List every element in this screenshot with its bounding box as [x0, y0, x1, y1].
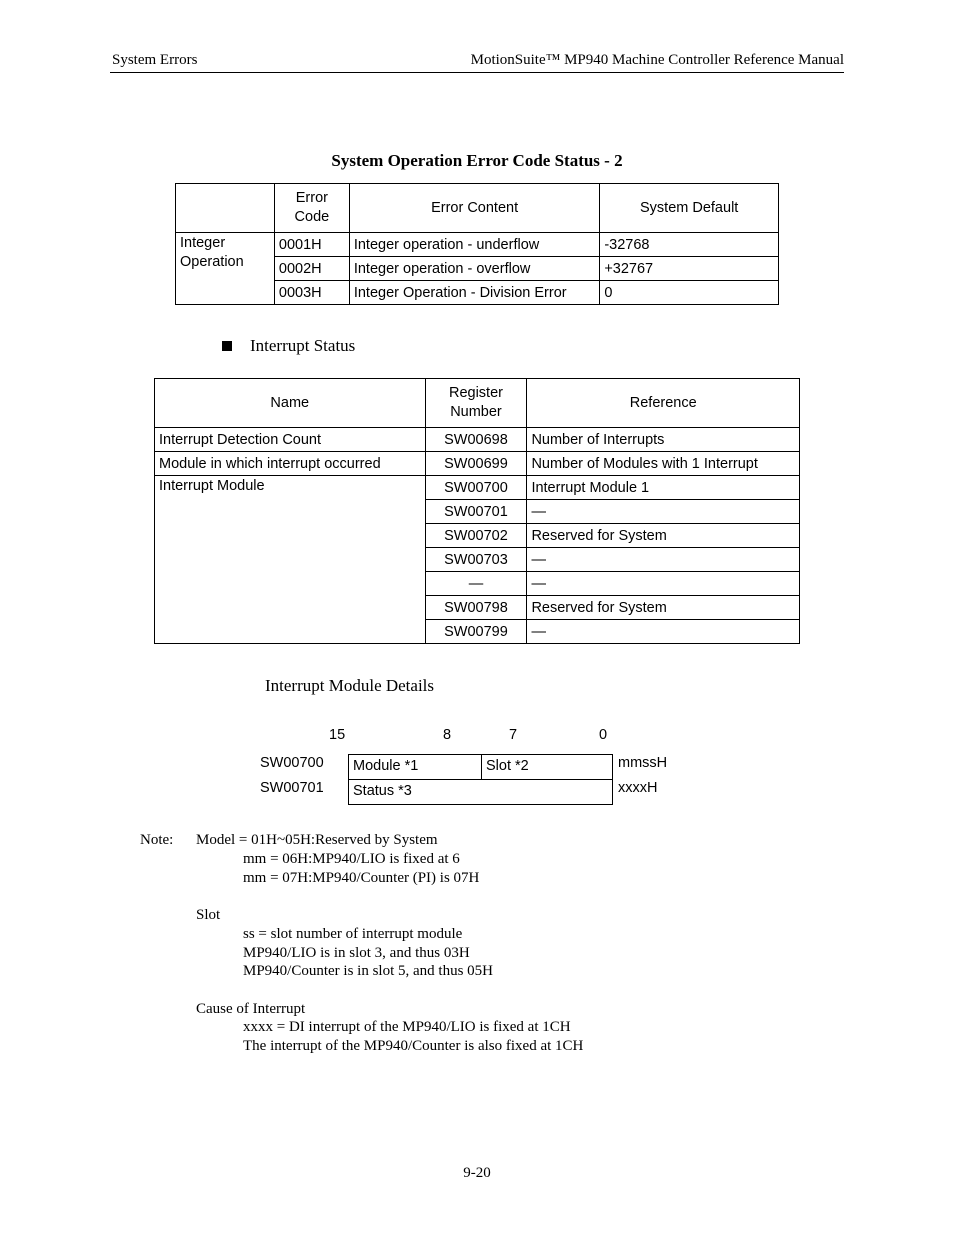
note-label: Note: — [140, 832, 174, 848]
error-content-cell: Integer operation - overflow — [349, 257, 599, 281]
reference-cell: Reserved for System — [527, 596, 800, 620]
header-cell-register-number: Register Number — [425, 379, 527, 428]
interrupt-status-label: Interrupt Status — [250, 336, 356, 355]
register-label-sw00701: SW00701 — [260, 780, 324, 796]
bullet-square-icon — [222, 341, 232, 351]
note-slot-line: MP940/LIO is in slot 3, and thus 03H — [243, 945, 470, 961]
note-cause-heading: Cause of Interrupt — [196, 1001, 306, 1017]
reference-cell: Interrupt Module 1 — [527, 476, 800, 500]
page-number: 9-20 — [463, 1165, 491, 1181]
register-cell: SW00702 — [425, 524, 527, 548]
system-default-cell: -32768 — [600, 233, 779, 257]
note-model-line: mm = 07H:MP940/Counter (PI) is 07H — [243, 870, 480, 886]
table-row — [155, 428, 800, 452]
header-rule — [110, 72, 844, 73]
table-header-row — [155, 379, 800, 428]
reference-cell: — — [527, 500, 800, 524]
register-cell: SW00698 — [425, 428, 527, 452]
header-cell-name: Name — [155, 379, 426, 428]
header-cell-reference: Reference — [527, 379, 800, 428]
bit-label-15: 15 — [329, 727, 346, 743]
bit-label-0: 0 — [599, 727, 608, 743]
table-header-row — [176, 184, 779, 233]
status-field-box: Status *3 — [348, 779, 613, 805]
header-cell-system-default: System Default — [600, 184, 779, 233]
reference-cell: Number of Interrupts — [527, 428, 800, 452]
register-format-xxxxh: xxxxH — [618, 780, 658, 796]
reference-cell: — — [527, 548, 800, 572]
register-label-sw00700: SW00700 — [260, 755, 324, 771]
note-cause-line: xxxx = DI interrupt of the MP940/LIO is fixed at 1CH — [243, 1019, 571, 1035]
error-code-cell: 0001H — [274, 233, 349, 257]
register-cell: SW00703 — [425, 548, 527, 572]
bit-label-8: 8 — [443, 727, 452, 743]
reference-cell: Number of Modules with 1 Interrupt — [527, 452, 800, 476]
error-code-cell: 0002H — [274, 257, 349, 281]
name-cell: Module in which interrupt occurred — [155, 452, 426, 476]
register-cell: SW00798 — [425, 596, 527, 620]
note-cause-line: The interrupt of the MP940/Counter is also fixed at 1CH — [243, 1038, 584, 1054]
note-model-line: Model = 01H~05H:Reserved by System — [196, 832, 438, 848]
reference-cell: — — [527, 572, 800, 596]
error-content-cell: Integer Operation - Division Error — [349, 281, 599, 305]
register-cell: SW00700 — [425, 476, 527, 500]
note-slot-line: MP940/Counter is in slot 5, and thus 05H — [243, 963, 494, 979]
name-cell-interrupt-module: Interrupt Module — [155, 476, 426, 644]
header-cell-blank — [176, 184, 275, 233]
register-cell: — — [425, 572, 527, 596]
note-slot-line: ss = slot number of interrupt module — [243, 926, 463, 942]
register-cell: SW00699 — [425, 452, 527, 476]
table-row — [176, 233, 779, 257]
system-default-cell: +32767 — [600, 257, 779, 281]
note-slot-heading: Slot — [196, 907, 221, 923]
table-row — [155, 452, 800, 476]
note-model-line: mm = 06H:MP940/LIO is fixed at 6 — [243, 851, 460, 867]
bit-label-7: 7 — [509, 727, 518, 743]
slot-field-box: Slot *2 — [481, 754, 613, 780]
reference-cell: — — [527, 620, 800, 644]
interrupt-status-heading — [222, 336, 355, 356]
module-details-title: Interrupt Module Details — [265, 676, 435, 695]
header-manual-title: MotionSuite™ MP940 Machine Controller Reference Manual — [470, 52, 844, 68]
interrupt-status-table — [154, 378, 800, 644]
reference-cell: Reserved for System — [527, 524, 800, 548]
header-cell-error-content: Error Content — [349, 184, 599, 233]
register-cell: SW00799 — [425, 620, 527, 644]
header-section-title: System Errors — [112, 52, 198, 68]
error-code-table-title: System Operation Error Code Status - 2 — [331, 151, 623, 170]
error-code-table — [175, 183, 779, 305]
error-content-cell: Integer operation - underflow — [349, 233, 599, 257]
name-cell: Interrupt Detection Count — [155, 428, 426, 452]
group-cell-integer-operation: Integer Operation — [176, 233, 275, 305]
register-format-mmssh: mmssH — [618, 755, 668, 771]
register-cell: SW00701 — [425, 500, 527, 524]
module-field-box: Module *1 — [348, 754, 482, 780]
system-default-cell: 0 — [600, 281, 779, 305]
table-row — [155, 476, 800, 500]
error-code-cell: 0003H — [274, 281, 349, 305]
header-cell-error-code: Error Code — [274, 184, 349, 233]
